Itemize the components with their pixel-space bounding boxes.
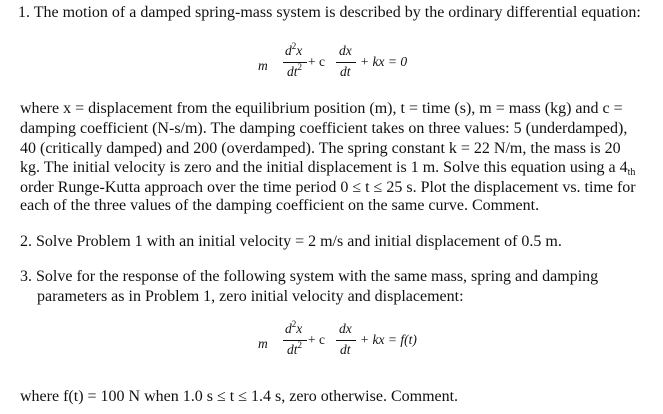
problem-3-line-1: 3. Solve for the response of the following system with the same mass, spring and damping [20, 268, 599, 285]
problem-1-line-4: kg. The initial velocity is zero and the initial displacement is 1 m. Solve this equation using a 4th [20, 159, 636, 178]
eq1-dx-denominator: dt [340, 64, 351, 79]
problem-2-text: 2. Solve Problem 1 with an initial velocity = 2 m/s and initial displacement of 0.5 m. [20, 233, 562, 250]
problem-1-line-2: damping coefficient (N-s/m). The damping coefficient takes on three values: 5 (underdamped), [20, 120, 628, 137]
problem-3-where: where f(t) = 100 N when 1.0 s ≤ t ≤ 1.4 s, zero otherwise. Comment. [20, 388, 459, 405]
problem-1-line-1: where x = displacement from the equilibrium position (m), t = time (s), m = mass (kg) and c = [20, 100, 623, 117]
eq2-fraction-bar-2 [336, 340, 356, 341]
eq2-fraction-bar-1 [283, 340, 307, 341]
eq1-fraction-bar-1 [283, 62, 307, 63]
ordinal-suffix: th [627, 167, 636, 178]
problem-3-line-2: parameters as in Problem 1, zero initial velocity and displacement: [37, 288, 464, 305]
eq1-fraction-bar-2 [336, 62, 356, 63]
eq1-m: m [258, 58, 268, 73]
eq1-rest: + kx = 0 [360, 54, 408, 69]
eq2-m: m [258, 336, 268, 351]
eq2-dx-numerator: dx [339, 321, 352, 336]
eq2-dx-denominator: dt [340, 342, 351, 357]
problem-1-line-3: 40 (critically damped) and 200 (overdamped). The spring constant k = 22 N/m, the mass is 20 [20, 140, 621, 157]
eq2-plus-c: + c [308, 332, 325, 347]
problem-1-line-6: each of the three values of the damping coefficient on the same curve. Comment. [20, 197, 540, 214]
eq2-rest: + kx = f(t) [360, 332, 417, 347]
eq1-d2x-denominator: $dt^2$ [287, 62, 303, 79]
eq1-dx-numerator: dx [339, 43, 352, 58]
eq2-d2x-denominator: $dt^2$ [287, 340, 303, 357]
eq1-plus-c: + c [308, 54, 325, 69]
problem-1-line-5: order Runge-Kutta approach over the time period 0 ≤ t ≤ 25 s. Plot the displacement vs. time for [20, 179, 636, 196]
eq2-d2x-numerator: $d^2x$ [285, 319, 303, 336]
eq1-d2x-numerator: $d^2x$ [285, 41, 303, 58]
problem-1-title: 1. The motion of a damped spring-mass system is described by the ordinary differential equation: [18, 4, 641, 21]
